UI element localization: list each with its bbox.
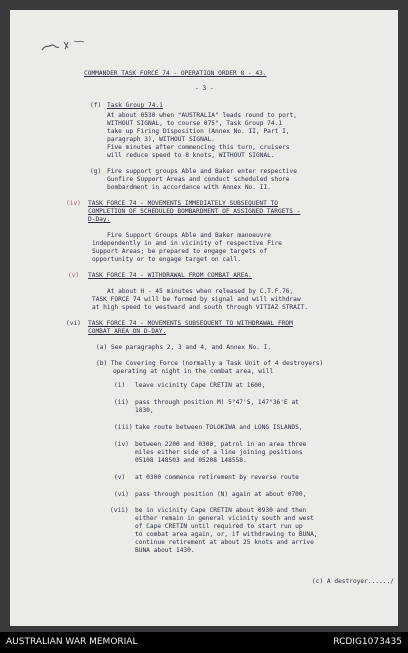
section-vi-label: (vi) bbox=[66, 320, 81, 327]
section-iv-title: COMPLETION OF SCHEDULED BOMBARDMENT OF ASSIGNED TARGETS - bbox=[88, 208, 301, 215]
section-iv-title: TASK FORCE 74 - MOVEMENTS IMMEDIATELY SUBSEQUENT TO bbox=[88, 200, 278, 207]
sub-vii-label: (vii) bbox=[110, 507, 129, 514]
sub-ii-line: 1830, bbox=[135, 407, 154, 414]
section-vi-title: COMBAT AREA ON D-DAY. bbox=[88, 328, 167, 335]
footer-institution: AUSTRALIAN WAR MEMORIAL bbox=[6, 637, 138, 647]
section-vi-title: TASK FORCE 74 - MOVEMENTS SUBSEQUENT TO WITHDRAWAL FROM bbox=[88, 320, 293, 327]
document-page bbox=[10, 10, 398, 626]
section-v-label: (v) bbox=[68, 272, 80, 279]
section-iv-line: independently in and in vicinity of respective Fire bbox=[92, 240, 282, 247]
section-f-line: Five minutes after commencing this turn, cruisers bbox=[107, 144, 290, 151]
sub-iv-line: between 2200 and 0300, patrol in an area three bbox=[135, 441, 307, 448]
sub-vii-line: be in vicinity Cape CRETIN about 0930 and then bbox=[135, 507, 307, 514]
item-b: (b) The Covering Force (normally a Task Unit of 4 destroyers) bbox=[96, 360, 324, 367]
sub-vii-line: to combat area again, or, if withdrawing to BUNA, bbox=[135, 531, 318, 538]
section-g-label: (g) bbox=[90, 168, 102, 175]
sub-i-line: leave vicinity Cape CRETIN at 1600, bbox=[135, 382, 266, 389]
sub-vii-line: BUNA about 1430. bbox=[135, 547, 195, 554]
section-v-line: At about H - 45 minutes when released by C.T.F.76, bbox=[107, 288, 294, 295]
footer-record-id: RCDIG1073435 bbox=[333, 637, 402, 647]
sub-v-line: at 0300 commence retirement by reverse route bbox=[135, 474, 299, 481]
handwritten-mark bbox=[38, 32, 90, 54]
section-v-line: TASK FORCE 74 will be formed by signal and will withdraw bbox=[92, 296, 301, 303]
section-iv-line: Support Areas; be prepared to engage targets of bbox=[92, 248, 268, 255]
document-header: COMMANDER TASK FORCE 74 - OPERATION ORDER 8 - 43. bbox=[84, 70, 267, 77]
archive-footer bbox=[0, 632, 408, 653]
section-iv-title: D-Day. bbox=[88, 216, 111, 223]
item-b: operating at night in the combat area, will bbox=[113, 368, 274, 375]
section-f-line: take up Firing Disposition (Annex No. II, Part I, bbox=[107, 128, 290, 135]
section-iv-line: Fire Support Groups Able and Baker manoeuvre bbox=[107, 232, 271, 239]
continuation-note: (c) A destroyer....../ bbox=[312, 578, 394, 585]
sub-iv-line: miles either side of a line joining positions bbox=[135, 449, 303, 456]
sub-i-label: (i) bbox=[114, 382, 126, 389]
section-g-line: Gunfire Support Areas and conduct scheduled shore bbox=[107, 176, 290, 183]
section-g-line: bombardment in accordance with Annex No. II. bbox=[107, 184, 271, 191]
sub-ii-line: pass through position M) 5°47'S, 147°36'E at bbox=[135, 399, 299, 406]
sub-iv-label: (iv) bbox=[114, 441, 129, 448]
sub-iv-line: 05108 148503 and 05208 148558. bbox=[135, 457, 247, 464]
sub-iii-label: (iii) bbox=[114, 424, 133, 431]
sub-ii-label: (ii) bbox=[114, 399, 129, 406]
sub-vii-line: continue retirement at about 25 knots and arrive bbox=[135, 539, 314, 546]
sub-vi-line: pass through position (N) again at about 0700, bbox=[135, 491, 307, 498]
section-v-title: TASK FORCE 74 - WITHDRAWAL FROM COMBAT AREA. bbox=[88, 272, 252, 279]
sub-vii-line: either remain in general vicinity south and west bbox=[135, 515, 314, 522]
section-f-line: WITHOUT SIGNAL, to course 075°, Task Group 74.1 bbox=[107, 120, 283, 127]
section-v-line: at high speed to westward and south through VITIAZ STRAIT. bbox=[92, 304, 309, 311]
section-g-line: Fire support groups Able and Baker enter respective bbox=[107, 168, 297, 175]
sub-iii-line: take route between TOLOKIWA and LONG ISLANDS, bbox=[135, 424, 303, 431]
sub-vii-line: of Cape CRETIN until required to start run up bbox=[135, 523, 303, 530]
section-f-title: Task Group 74.1 bbox=[107, 102, 163, 109]
sub-vi-label: (vi) bbox=[114, 491, 129, 498]
item-a: (a) See paragraphs 2, 3 and 4, and Annex No. I. bbox=[96, 344, 272, 351]
section-f-line: will reduce speed to 8 knots, WITHOUT SIGNAL. bbox=[107, 152, 275, 159]
sub-v-label: (v) bbox=[114, 474, 126, 481]
page-number: - 3 - bbox=[195, 85, 214, 92]
section-iv-line: opportunity or to engage target on call. bbox=[92, 256, 242, 263]
section-iv-label: (iv) bbox=[66, 200, 81, 207]
section-f-line: At about 0530 when "AUSTRALIA" leads round to port, bbox=[107, 112, 297, 119]
section-f-line: paragraph 3), WITHOUT SIGNAL. bbox=[107, 136, 216, 143]
section-f-label: (f) bbox=[90, 102, 102, 109]
